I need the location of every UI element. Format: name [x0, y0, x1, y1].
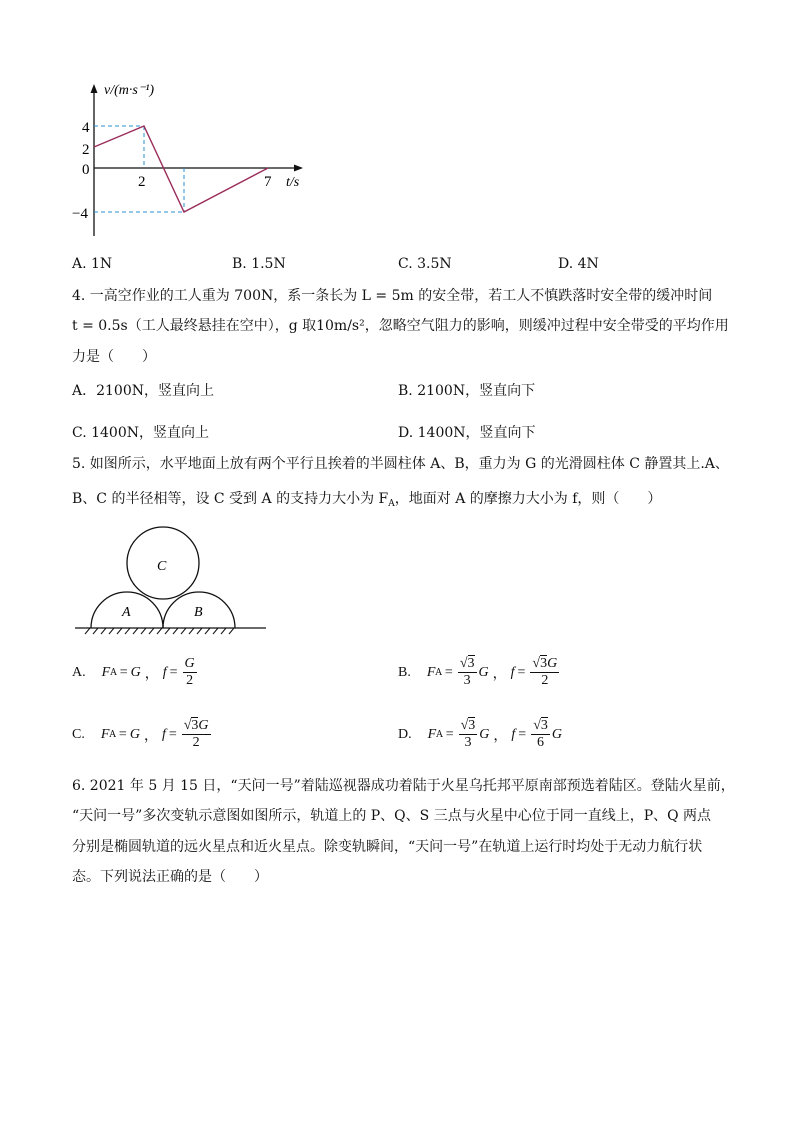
q5-b-frac1-sqrt: √ [459, 656, 468, 671]
q5-option-d-letter: D. [398, 726, 412, 742]
q5-c-frac-den: 2 [192, 735, 200, 750]
q5-a-frac-den: 2 [186, 673, 194, 688]
q5-b-frac1-den: 3 [463, 673, 471, 688]
q5-a-comma: ， [144, 666, 159, 682]
q5-b-frac2-G: G [547, 656, 558, 671]
q5-b-frac2 [530, 656, 559, 689]
q4-option-c[interactable]: C. 1400N，竖直向上 [72, 425, 209, 441]
x-axis-arrow [294, 165, 303, 172]
q5-d-frac2 [531, 718, 550, 751]
q5-c-eq2: = [168, 726, 177, 742]
q5-b-G: G [478, 664, 489, 680]
q5-a-F: F [101, 664, 111, 680]
q6-stem-line2: “天问一号”多次变轨示意图如图所示，轨道上的 P、Q、S 三点与火星中心位于同一直线上，P、Q 两点 [72, 808, 712, 824]
q5-b-frac2-sqrt: √ [532, 656, 541, 671]
label-b: B [194, 605, 203, 620]
q5-c-F-sub: A [109, 729, 116, 740]
q5-option-d[interactable] [398, 718, 562, 751]
y-tick-2: 2 [82, 142, 90, 158]
q5-option-b-letter: B. [398, 664, 411, 680]
q5-a-F-sub: A [110, 667, 117, 678]
q3-option-c[interactable]: C. 3.5N [398, 256, 452, 272]
q5-c-frac-G: G [198, 718, 209, 733]
q5-c-frac [182, 718, 211, 751]
q5-d-frac1 [459, 718, 478, 751]
q5-a-f: f [162, 664, 167, 680]
q5-stem-line2 [72, 490, 661, 513]
velocity-time-graph [72, 78, 320, 243]
q5-d-comma: ， [493, 728, 508, 744]
q5-b-F-sub: A [435, 667, 442, 678]
y-tick-0: 0 [82, 162, 90, 178]
q4-option-b[interactable]: B. 2100N，竖直向下 [398, 383, 536, 399]
q5-a-eq1: = [119, 664, 128, 680]
y-axis-arrow [91, 84, 98, 93]
q5-b-frac1-rad: 3 [467, 656, 475, 671]
q4-stem-line3: 力是（ ） [72, 349, 156, 365]
q5-c-frac-sqrt: √ [183, 718, 192, 733]
q5-option-b[interactable] [398, 656, 561, 689]
q6-stem-line3: 分别是椭圆轨道的远火星点和近火星点。除变轨瞬间，“天问一号”在轨道上运行时均处于无动力航行状 [72, 839, 703, 855]
cylinders-figure [70, 524, 270, 636]
q5-a-G: G [130, 664, 141, 680]
q5-d-frac1-rad: 3 [468, 718, 476, 733]
q6-stem-line4: 态。下列说法正确的是（ ） [72, 869, 268, 885]
q5-b-eq2: = [517, 664, 526, 680]
y-axis-label: v/(m·s⁻¹) [104, 83, 155, 98]
q5-stem-line2-tail: ，地面对 A 的摩擦力大小为 f，则（ ） [394, 491, 662, 507]
q5-c-f: f [161, 726, 166, 742]
q5-option-c-letter: C. [72, 726, 85, 742]
x-tick-2: 2 [138, 174, 146, 190]
q5-stem-line2-sub: A [388, 499, 395, 509]
q4-stem-line1: 4. 一高空作业的工人重为 700N，系一条长为 L = 5m 的安全带，若工人不慎跌落时安全带的缓冲时间 [72, 288, 713, 304]
q5-c-frac-rad: 3 [191, 718, 199, 733]
q5-d-f: f [511, 726, 516, 742]
q3-option-b[interactable]: B. 1.5N [232, 256, 286, 272]
q5-d-G2: G [551, 726, 563, 742]
q5-d-F-sub: A [436, 729, 443, 740]
q5-d-frac2-sqrt: √ [533, 718, 541, 733]
q5-d-eq2: = [518, 726, 527, 742]
q5-c-eq1: = [118, 726, 127, 742]
q3-option-a[interactable]: A. 1N [72, 256, 113, 272]
q5-stem-line1: 5. 如图所示，水平地面上放有两个平行且挨着的半圆柱体 A、B，重力为 G 的光滑圆柱体 C 静置其上.A、 [72, 456, 729, 472]
q5-option-a[interactable] [72, 656, 199, 689]
q5-stem-line2-head: B、C 的半径相等，设 C 受到 A 的支持力大小为 F [72, 491, 389, 507]
q5-d-frac2-rad: 3 [540, 718, 548, 733]
q5-b-frac2-den: 2 [541, 673, 549, 688]
label-a: A [122, 605, 131, 620]
q5-c-comma: ， [143, 728, 158, 744]
q5-option-a-letter: A. [72, 664, 86, 680]
q5-c-G: G [129, 726, 140, 742]
q5-d-frac1-den: 3 [464, 735, 472, 750]
q5-d-G1: G [479, 726, 490, 742]
q5-d-F: F [427, 726, 437, 742]
q5-c-F: F [100, 726, 110, 742]
q4-option-a[interactable]: A．2100N，竖直向上 [72, 383, 214, 399]
q5-a-eq2: = [169, 664, 178, 680]
y-tick-4: 4 [82, 120, 90, 136]
q5-b-frac2-rad: 3 [540, 656, 548, 671]
q5-b-comma: ， [492, 666, 507, 682]
q3-option-d[interactable]: D. 4N [558, 256, 599, 272]
y-tick-neg4: −4 [72, 206, 88, 222]
ground-hatching [85, 628, 234, 634]
q6-stem-line1: 6. 2021 年 5 月 15 日，“天问一号”着陆巡视器成功着陆于火星乌托邦平原南部预选着陆区。登陆火星前， [72, 778, 735, 794]
q5-d-frac1-sqrt: √ [460, 718, 469, 733]
x-axis-label: t/s [286, 175, 300, 190]
q5-b-frac1 [458, 656, 477, 689]
q5-a-frac [183, 656, 197, 689]
velocity-line [94, 126, 268, 212]
q5-b-f: f [510, 664, 515, 680]
q5-option-c[interactable] [72, 718, 213, 751]
q4-option-d[interactable]: D. 1400N，竖直向下 [398, 425, 536, 441]
q5-b-eq1: = [444, 664, 453, 680]
label-c: C [157, 559, 167, 574]
x-tick-7: 7 [264, 174, 272, 190]
q4-stem-line2: t = 0.5s（工人最终悬挂在空中），g 取10m/s²，忽略空气阻力的影响，则缓冲过程中安全带受的平均作用 [72, 318, 729, 334]
q5-a-frac-num: G [184, 656, 195, 671]
q5-d-eq1: = [445, 726, 454, 742]
q5-d-frac2-den: 6 [537, 735, 545, 750]
q5-b-F: F [426, 664, 436, 680]
